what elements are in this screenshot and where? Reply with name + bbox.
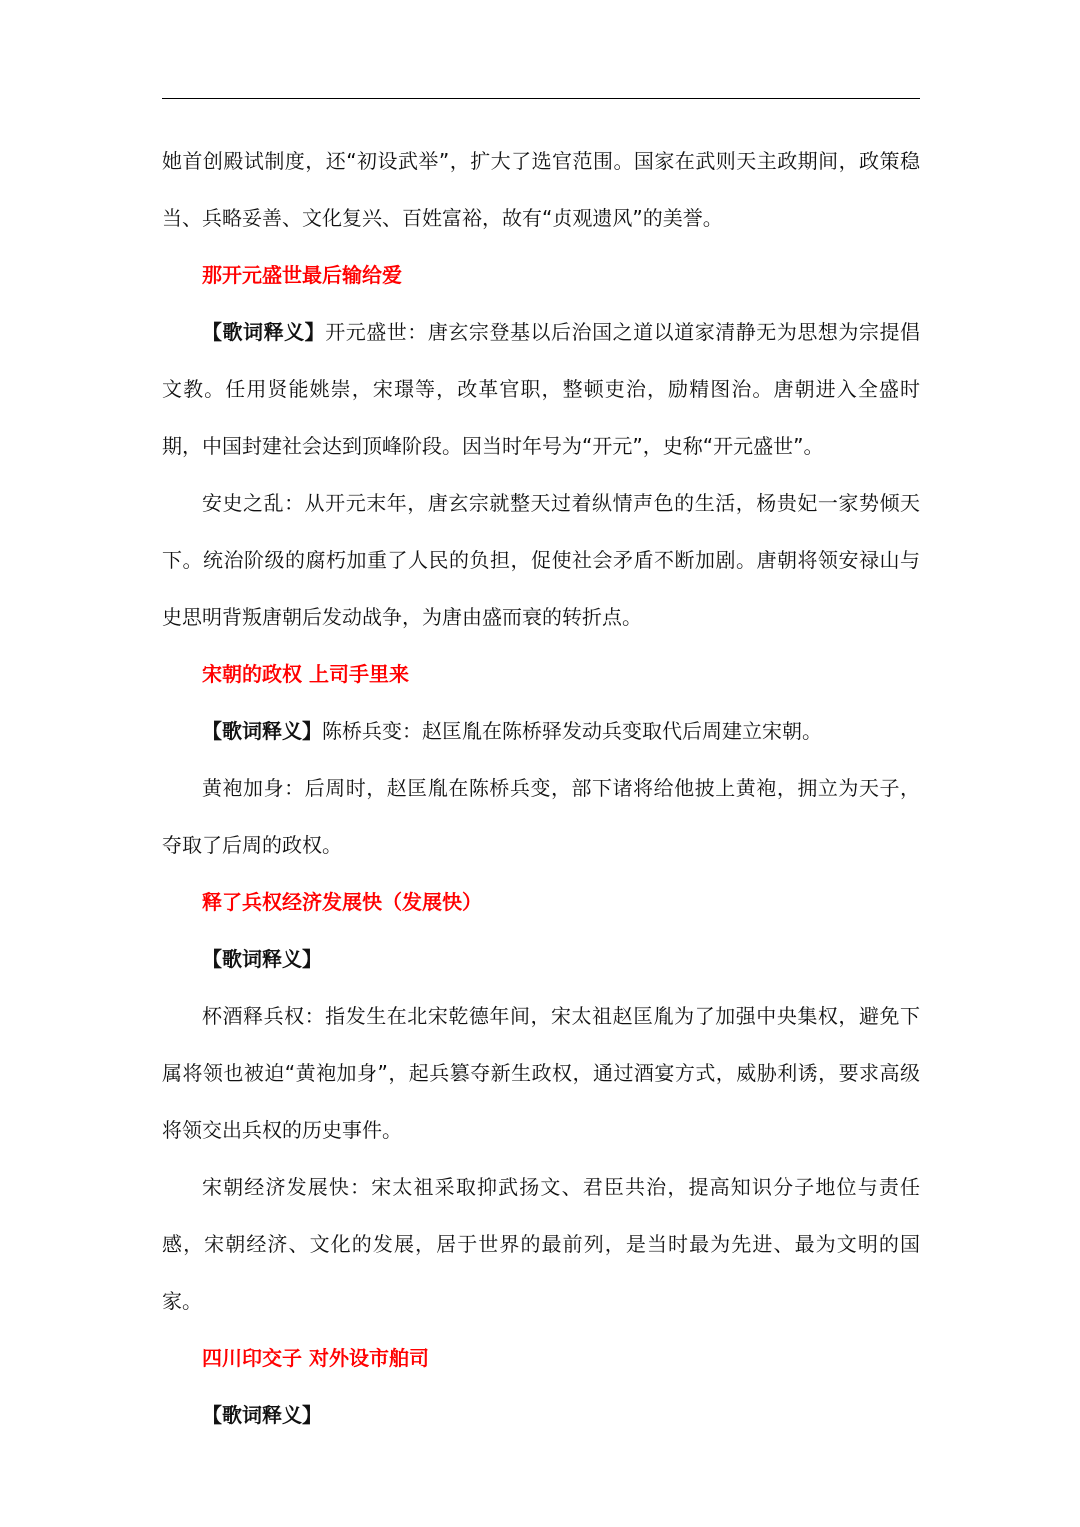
document-body — [162, 133, 920, 1444]
paragraph-song-economy: 宋朝经济发展快：宋太祖采取抑武扬文、君臣共治，提高知识分子地位与责任感，宋朝经济、文化的发展，居于世界的最前列，是当时最为先进、最为文明的国家。 — [162, 1175, 920, 1313]
lyric-explanation-label: 【歌词释义】 — [202, 719, 322, 743]
lyric-heading-kaiyuan: 那开元盛世最后输给爱 — [202, 263, 402, 287]
paragraph-kaiyuan-explanation — [162, 304, 920, 475]
paragraph-wu-zetian-continued: 她首创殿试制度，还“初设武举”，扩大了选官范围。国家在武则天主政期间，政策稳当、兵略妥善、文化复兴、百姓富裕，故有“贞观遗风”的美誉。 — [162, 149, 920, 230]
lyric-explanation-label: 【歌词释义】 — [202, 320, 326, 344]
paragraph-chenqiao-mutiny — [162, 703, 920, 760]
paragraph-text: 开元盛世：唐玄宗登基以后治国之道以道家清静无为思想为宗提倡文教。任用贤能姚崇，宋璟等，改革官职，整顿吏治，励精图治。唐朝进入全盛时期，中国封建社会达到顶峰阶段。因当时年号为“开元”，史称“开元盛世”。 — [162, 320, 921, 458]
lyric-heading-jiaozi: 四川印交子 对外设市舶司 — [202, 1346, 429, 1370]
paragraph-text: 陈桥兵变：赵匡胤在陈桥驿发动兵变取代后周建立宋朝。 — [322, 719, 822, 743]
paragraph-yellow-robe: 黄袍加身：后周时，赵匡胤在陈桥兵变，部下诸将给他披上黄袍，拥立为天子，夺取了后周的政权。 — [162, 776, 920, 857]
header-rule — [162, 98, 920, 99]
paragraph-anshi-rebellion: 安史之乱：从开元末年，唐玄宗就整天过着纵情声色的生活，杨贵妃一家势倾天下。统治阶级的腐朽加重了人民的负担，促使社会矛盾不断加剧。唐朝将领安禄山与史思明背叛唐朝后发动战争，为唐由盛而衰的转折点。 — [162, 491, 920, 629]
lyric-explanation-label: 【歌词释义】 — [202, 1403, 322, 1427]
lyric-explanation-label: 【歌词释义】 — [202, 947, 322, 971]
lyric-explanation-label-line — [162, 931, 920, 988]
lyric-heading-song-regime: 宋朝的政权 上司手里来 — [202, 662, 409, 686]
lyric-heading-military-power: 释了兵权经济发展快（发展快） — [202, 890, 482, 914]
paragraph-cup-of-wine: 杯酒释兵权：指发生在北宋乾德年间，宋太祖赵匡胤为了加强中央集权，避免下属将领也被迫“黄袍加身”，起兵篡夺新生政权，通过酒宴方式，威胁利诱，要求高级将领交出兵权的历史事件。 — [162, 1004, 920, 1142]
lyric-explanation-label-line — [162, 1387, 920, 1444]
